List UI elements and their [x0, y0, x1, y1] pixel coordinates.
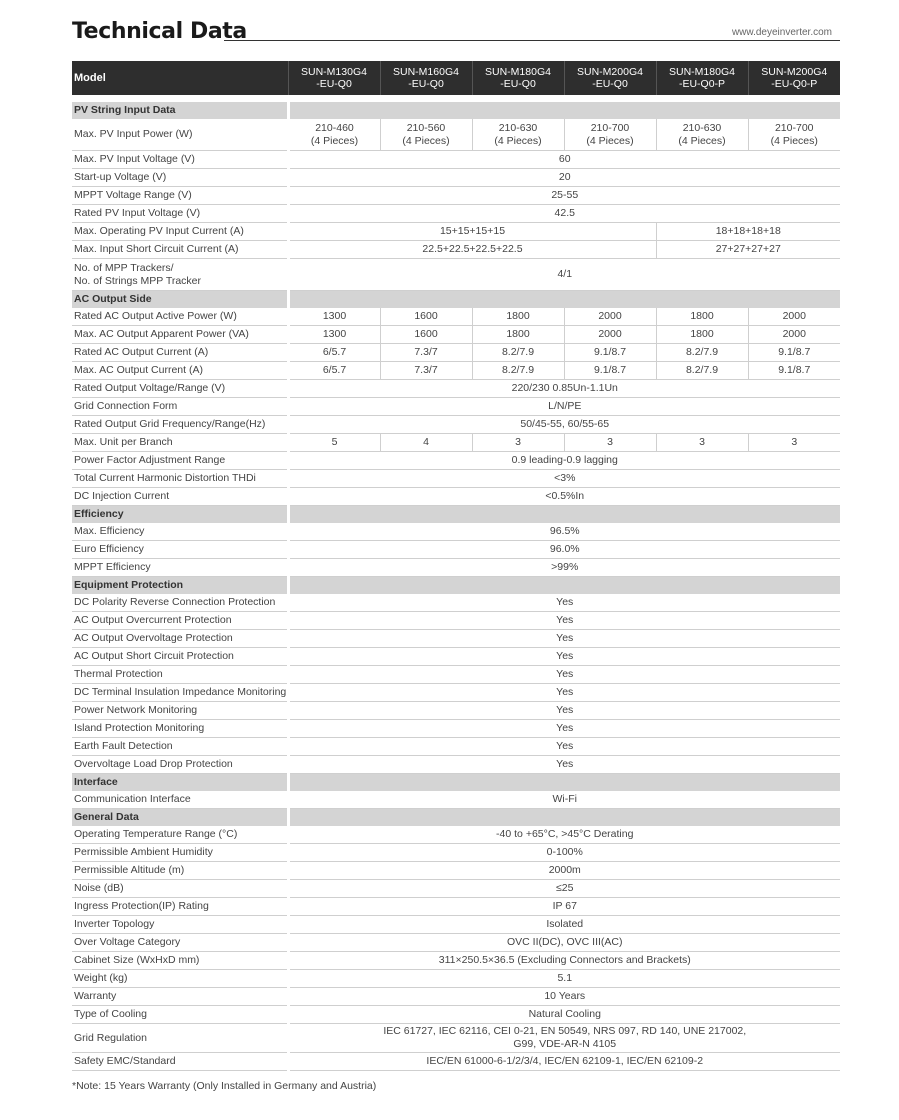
spec-label: Euro Efficiency	[72, 541, 288, 559]
spec-value: IEC 61727, IEC 62116, CEI 0-21, EN 50549, NRS 097, RD 140, UNE 217002, G99, VDE-AR-N 4105	[288, 1024, 840, 1053]
spec-value: IP 67	[288, 898, 840, 916]
spec-value: Natural Cooling	[288, 1006, 840, 1024]
spec-value: IEC/EN 61000-6-1/2/3/4, IEC/EN 62109-1, IEC/EN 62109-2	[288, 1053, 840, 1071]
spec-row	[72, 1053, 840, 1071]
spec-value: 3	[656, 434, 748, 452]
spec-row	[72, 259, 840, 291]
spec-label: Safety EMC/Standard	[72, 1053, 288, 1071]
section-bar	[288, 809, 840, 827]
spec-label: Earth Fault Detection	[72, 738, 288, 756]
spec-value: 3	[748, 434, 840, 452]
spec-label: Inverter Topology	[72, 916, 288, 934]
spec-value: 2000	[748, 326, 840, 344]
model-header-row	[72, 61, 840, 95]
spec-row	[72, 720, 840, 738]
section-header	[72, 291, 840, 309]
spec-value: 1800	[472, 326, 564, 344]
spec-row	[72, 862, 840, 880]
spec-row	[72, 488, 840, 506]
spec-row	[72, 434, 840, 452]
spec-value: 210-460 (4 Pieces)	[288, 119, 380, 151]
spec-value: 3	[564, 434, 656, 452]
spec-label: Rated Output Voltage/Range (V)	[72, 380, 288, 398]
spec-label: Total Current Harmonic Distortion THDi	[72, 470, 288, 488]
spec-label: Ingress Protection(IP) Rating	[72, 898, 288, 916]
spec-row	[72, 738, 840, 756]
section-title: PV String Input Data	[72, 102, 288, 119]
spec-value: 5	[288, 434, 380, 452]
spec-value: 8.2/7.9	[472, 362, 564, 380]
spec-value: 1300	[288, 308, 380, 326]
spec-label: Max. Operating PV Input Current (A)	[72, 223, 288, 241]
page-title: Technical Data	[72, 19, 247, 44]
spec-label: DC Polarity Reverse Connection Protection	[72, 594, 288, 612]
spec-value: 10 Years	[288, 988, 840, 1006]
spec-value: 1800	[656, 308, 748, 326]
spec-value: 22.5+22.5+22.5+22.5	[288, 241, 656, 259]
website-url: www.deyeinverter.com	[724, 27, 832, 38]
spec-row	[72, 223, 840, 241]
model-column-header: SUN-M180G4 -EU-Q0	[472, 61, 564, 95]
spec-value: Yes	[288, 684, 840, 702]
spec-value: 220/230 0.85Un-1.1Un	[288, 380, 840, 398]
footnote: *Note: 15 Years Warranty (Only Installed in Germany and Austria)	[72, 1080, 377, 1092]
spec-value: Yes	[288, 756, 840, 774]
section-title: AC Output Side	[72, 291, 288, 309]
spec-label: MPPT Voltage Range (V)	[72, 187, 288, 205]
spec-value: 3	[472, 434, 564, 452]
spec-value: ≤25	[288, 880, 840, 898]
spec-row	[72, 756, 840, 774]
spec-row	[72, 241, 840, 259]
spec-value: 0.9 leading-0.9 lagging	[288, 452, 840, 470]
spec-row	[72, 898, 840, 916]
spec-value: Yes	[288, 630, 840, 648]
spec-row	[72, 187, 840, 205]
spec-row	[72, 684, 840, 702]
spec-label: Max. Unit per Branch	[72, 434, 288, 452]
spec-value: 9.1/8.7	[564, 344, 656, 362]
spec-label: Permissible Ambient Humidity	[72, 844, 288, 862]
spec-value: 1800	[656, 326, 748, 344]
spec-value: 2000	[564, 326, 656, 344]
spec-label: DC Injection Current	[72, 488, 288, 506]
spec-value: 2000	[748, 308, 840, 326]
section-header	[72, 102, 840, 119]
spec-label: Communication Interface	[72, 791, 288, 809]
spec-row	[72, 326, 840, 344]
spec-label: Thermal Protection	[72, 666, 288, 684]
spec-value: 6/5.7	[288, 362, 380, 380]
spec-label: Max. AC Output Current (A)	[72, 362, 288, 380]
header-spacer	[72, 95, 840, 102]
section-header	[72, 506, 840, 524]
spec-label: Over Voltage Category	[72, 934, 288, 952]
spec-row	[72, 119, 840, 151]
spec-value: Yes	[288, 612, 840, 630]
spec-value: 1300	[288, 326, 380, 344]
spec-value: 7.3/7	[380, 344, 472, 362]
spec-label: Max. AC Output Apparent Power (VA)	[72, 326, 288, 344]
spec-label: MPPT Efficiency	[72, 559, 288, 577]
spec-value: 18+18+18+18	[656, 223, 840, 241]
model-column-header: SUN-M200G4 -EU-Q0	[564, 61, 656, 95]
spec-value: 8.2/7.9	[472, 344, 564, 362]
spec-label: AC Output Overvoltage Protection	[72, 630, 288, 648]
spec-row	[72, 826, 840, 844]
model-column-header: SUN-M200G4 -EU-Q0-P	[748, 61, 840, 95]
spec-value: 9.1/8.7	[748, 362, 840, 380]
spec-label: Grid Connection Form	[72, 398, 288, 416]
spec-value: 8.2/7.9	[656, 344, 748, 362]
spec-label: Weight (kg)	[72, 970, 288, 988]
spec-value: 210-630 (4 Pieces)	[656, 119, 748, 151]
spec-label: Start-up Voltage (V)	[72, 169, 288, 187]
spec-value: 50/45-55, 60/55-65	[288, 416, 840, 434]
spec-row	[72, 844, 840, 862]
spec-value: Yes	[288, 666, 840, 684]
spec-label: Rated AC Output Active Power (W)	[72, 308, 288, 326]
spec-row	[72, 916, 840, 934]
spec-row	[72, 648, 840, 666]
spec-value: 20	[288, 169, 840, 187]
spec-value: 1800	[472, 308, 564, 326]
spec-value: 9.1/8.7	[748, 344, 840, 362]
spec-label: DC Terminal Insulation Impedance Monitoring	[72, 684, 288, 702]
section-title: Equipment Protection	[72, 577, 288, 595]
spec-label: AC Output Overcurrent Protection	[72, 612, 288, 630]
spec-row	[72, 988, 840, 1006]
spec-value: 96.0%	[288, 541, 840, 559]
spec-value: 210-700 (4 Pieces)	[564, 119, 656, 151]
spec-label: Permissible Altitude (m)	[72, 862, 288, 880]
spec-value: 4/1	[288, 259, 840, 291]
spec-row	[72, 541, 840, 559]
spec-value: Yes	[288, 594, 840, 612]
spec-value: 5.1	[288, 970, 840, 988]
spec-value: 8.2/7.9	[656, 362, 748, 380]
spec-value: OVC II(DC), OVC III(AC)	[288, 934, 840, 952]
spec-label: Overvoltage Load Drop Protection	[72, 756, 288, 774]
spec-value: >99%	[288, 559, 840, 577]
spec-row	[72, 880, 840, 898]
spec-label: Rated AC Output Current (A)	[72, 344, 288, 362]
spec-value: 60	[288, 151, 840, 169]
spec-row	[72, 934, 840, 952]
spec-value: Yes	[288, 720, 840, 738]
spec-value: 210-630 (4 Pieces)	[472, 119, 564, 151]
spec-value: 1600	[380, 326, 472, 344]
spec-row	[72, 523, 840, 541]
spec-row	[72, 344, 840, 362]
model-column-header: SUN-M180G4 -EU-Q0-P	[656, 61, 748, 95]
spec-value: L/N/PE	[288, 398, 840, 416]
spec-value: 210-700 (4 Pieces)	[748, 119, 840, 151]
spec-row	[72, 169, 840, 187]
model-column-header: SUN-M130G4 -EU-Q0	[288, 61, 380, 95]
spec-value: 15+15+15+15	[288, 223, 656, 241]
spec-value: 42.5	[288, 205, 840, 223]
spec-value: 0-100%	[288, 844, 840, 862]
section-bar	[288, 102, 840, 119]
spec-label: Power Network Monitoring	[72, 702, 288, 720]
spec-value: 2000m	[288, 862, 840, 880]
spec-value: 7.3/7	[380, 362, 472, 380]
spec-value: -40 to +65°C, >45°C Derating	[288, 826, 840, 844]
spec-label: Noise (dB)	[72, 880, 288, 898]
spec-label: Power Factor Adjustment Range	[72, 452, 288, 470]
spec-value: 27+27+27+27	[656, 241, 840, 259]
spec-value: 6/5.7	[288, 344, 380, 362]
spec-value: Yes	[288, 648, 840, 666]
spec-value: 9.1/8.7	[564, 362, 656, 380]
spec-row	[72, 791, 840, 809]
spec-row	[72, 416, 840, 434]
spec-value: 1600	[380, 308, 472, 326]
spec-value: <0.5%In	[288, 488, 840, 506]
spec-row	[72, 362, 840, 380]
spec-label: Cabinet Size (WxHxD mm)	[72, 952, 288, 970]
section-header	[72, 774, 840, 792]
spec-row	[72, 952, 840, 970]
section-bar	[288, 506, 840, 524]
technical-data-table	[72, 61, 840, 1071]
spec-row	[72, 559, 840, 577]
spec-row	[72, 702, 840, 720]
spec-row	[72, 666, 840, 684]
spec-value: 210-560 (4 Pieces)	[380, 119, 472, 151]
section-header	[72, 577, 840, 595]
spec-row	[72, 470, 840, 488]
spec-label: Type of Cooling	[72, 1006, 288, 1024]
section-bar	[288, 291, 840, 309]
spec-value: Yes	[288, 738, 840, 756]
spec-label: Max. Input Short Circuit Current (A)	[72, 241, 288, 259]
spec-row	[72, 1024, 840, 1053]
spec-label: Max. Efficiency	[72, 523, 288, 541]
page-header	[72, 16, 840, 46]
spec-value: <3%	[288, 470, 840, 488]
spec-label: Max. PV Input Voltage (V)	[72, 151, 288, 169]
model-column-header: SUN-M160G4 -EU-Q0	[380, 61, 472, 95]
spec-row	[72, 308, 840, 326]
spec-row	[72, 1006, 840, 1024]
spec-label: Max. PV Input Power (W)	[72, 119, 288, 151]
section-title: Interface	[72, 774, 288, 792]
spec-label: Warranty	[72, 988, 288, 1006]
spec-row	[72, 151, 840, 169]
spec-label: No. of MPP Trackers/ No. of Strings MPP Tracker	[72, 259, 288, 291]
spec-value: Isolated	[288, 916, 840, 934]
spec-value: Wi-Fi	[288, 791, 840, 809]
spec-row	[72, 398, 840, 416]
section-header	[72, 809, 840, 827]
spec-value: 2000	[564, 308, 656, 326]
spec-label: Grid Regulation	[72, 1024, 288, 1053]
spec-row	[72, 630, 840, 648]
spec-row	[72, 452, 840, 470]
spec-value: 311×250.5×36.5 (Excluding Connectors and Brackets)	[288, 952, 840, 970]
section-bar	[288, 577, 840, 595]
spec-row	[72, 380, 840, 398]
section-bar	[288, 774, 840, 792]
spec-value: Yes	[288, 702, 840, 720]
section-title: General Data	[72, 809, 288, 827]
spec-label: Rated Output Grid Frequency/Range(Hz)	[72, 416, 288, 434]
spec-label: Island Protection Monitoring	[72, 720, 288, 738]
spec-row	[72, 205, 840, 223]
spec-label: AC Output Short Circuit Protection	[72, 648, 288, 666]
spec-label: Operating Temperature Range (°C)	[72, 826, 288, 844]
title-rule	[224, 40, 840, 41]
spec-label: Rated PV Input Voltage (V)	[72, 205, 288, 223]
spec-row	[72, 612, 840, 630]
spec-value: 96.5%	[288, 523, 840, 541]
spec-value: 4	[380, 434, 472, 452]
model-label: Model	[72, 61, 288, 95]
spec-value: 25-55	[288, 187, 840, 205]
spec-row	[72, 970, 840, 988]
section-title: Efficiency	[72, 506, 288, 524]
spec-row	[72, 594, 840, 612]
